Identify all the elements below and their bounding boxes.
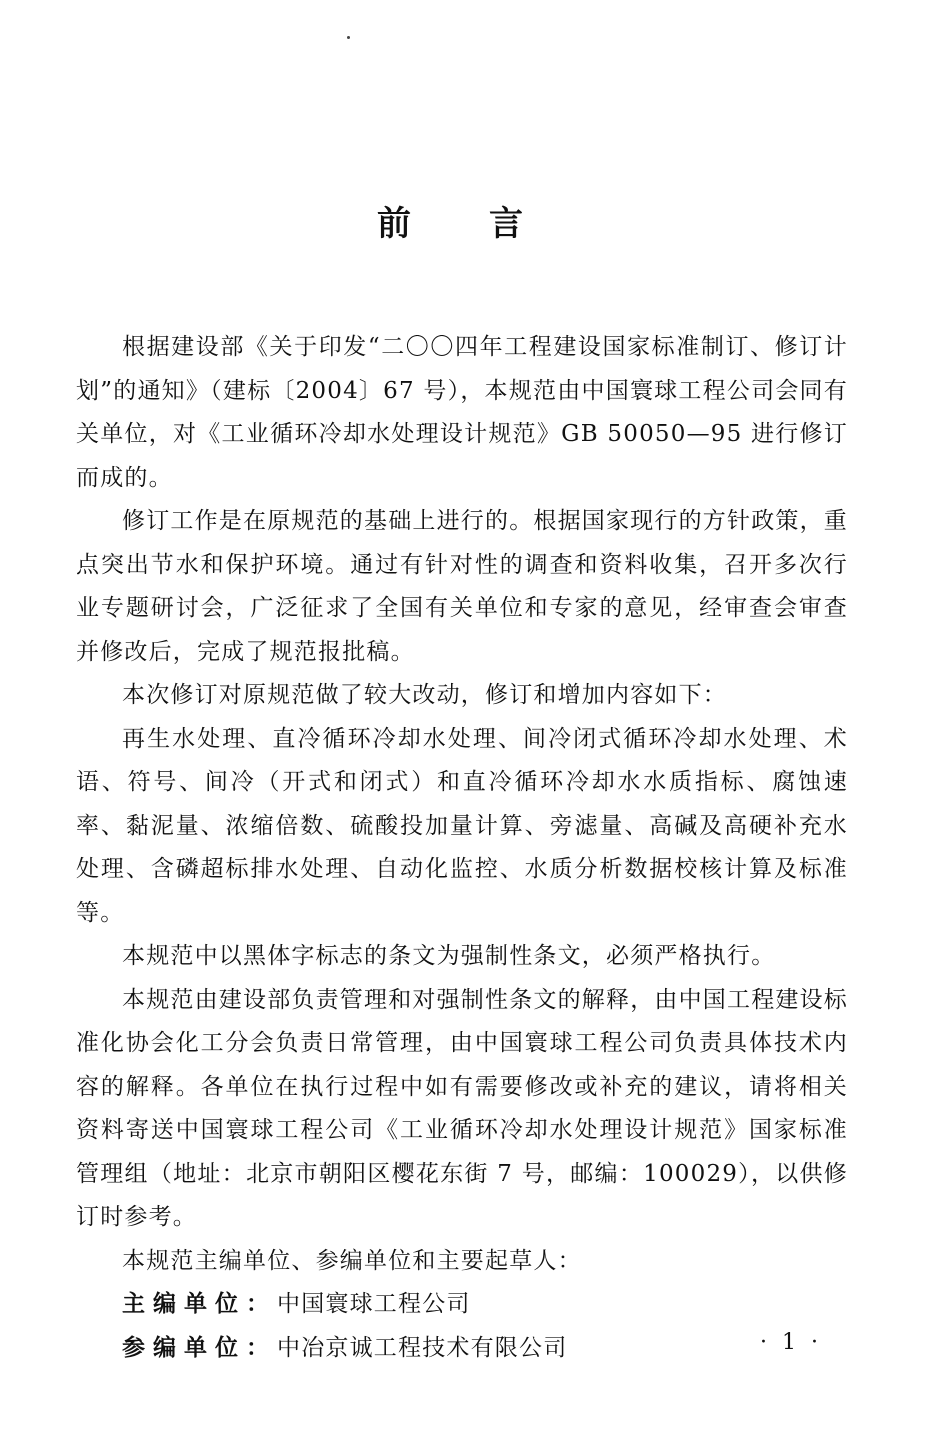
paragraph-3: 本次修订对原规范做了较大改动，修订和增加内容如下： xyxy=(122,682,727,708)
participating-unit-row xyxy=(76,1327,848,1371)
scan-speck xyxy=(347,36,350,39)
paragraph-5: 本规范中以黑体字标志的条文为强制性条文，必须严格执行。 xyxy=(122,943,776,969)
chief-editor-unit-row xyxy=(76,1283,848,1327)
paragraph-2: 修订工作是在原规范的基础上进行的。根据国家现行的方针政策，重点突出节水和保护环境。通过有针对性的调查和资料收集，召开多次行业专题研讨会，广泛征求了全国有关单位和专家的意见，经审查会审查并修改后，完成了规范报批稿。 xyxy=(76,508,848,665)
participating-unit-value: 中冶京诚工程技术有限公司 xyxy=(277,1334,568,1361)
paragraph-1: 根据建设部《关于印发“二〇〇四年工程建设国家标准制订、修订计划”的通知》（建标〔2004〕67 号），本规范由中国寰球工程公司会同有关单位，对《工业循环冷却水处理设计规范》GB 50050—95 进行修订而成的。 xyxy=(76,334,848,491)
page-number: · 1 · xyxy=(760,1330,822,1355)
paragraph-4: 再生水处理、直冷循环冷却水处理、间冷闭式循环冷却水处理、术语、符号、间冷（开式和闭式）和直冷循环冷却水水质指标、腐蚀速率、黏泥量、浓缩倍数、硫酸投加量计算、旁滤量、高碱及高硬补充水处理、含磷超标排水处理、自动化监控、水质分析数据校核计算及标准等。 xyxy=(76,725,848,926)
chief-editor-unit-value: 中国寰球工程公司 xyxy=(277,1291,471,1317)
page-title: 前言 xyxy=(377,204,601,244)
paragraph-7: 本规范主编单位、参编单位和主要起草人： xyxy=(122,1247,582,1274)
chief-editor-unit-label: 主编单位： xyxy=(122,1291,277,1317)
paragraph-6: 本规范由建设部负责管理和对强制性条文的解释，由中国工程建设标准化协会化工分会负责日常管理，由中国寰球工程公司负责具体技术内容的解释。各单位在执行过程中如有需要修改或补充的建议，请将相关资料寄送中国寰球工程公司《工业循环冷却水处理设计规范》国家标准管理组（地址：北京市朝阳区樱花东街 7 号，邮编：100029），以供修订时参考。 xyxy=(76,986,848,1230)
document-body xyxy=(76,326,848,1370)
participating-unit-label: 参编单位： xyxy=(122,1334,277,1361)
